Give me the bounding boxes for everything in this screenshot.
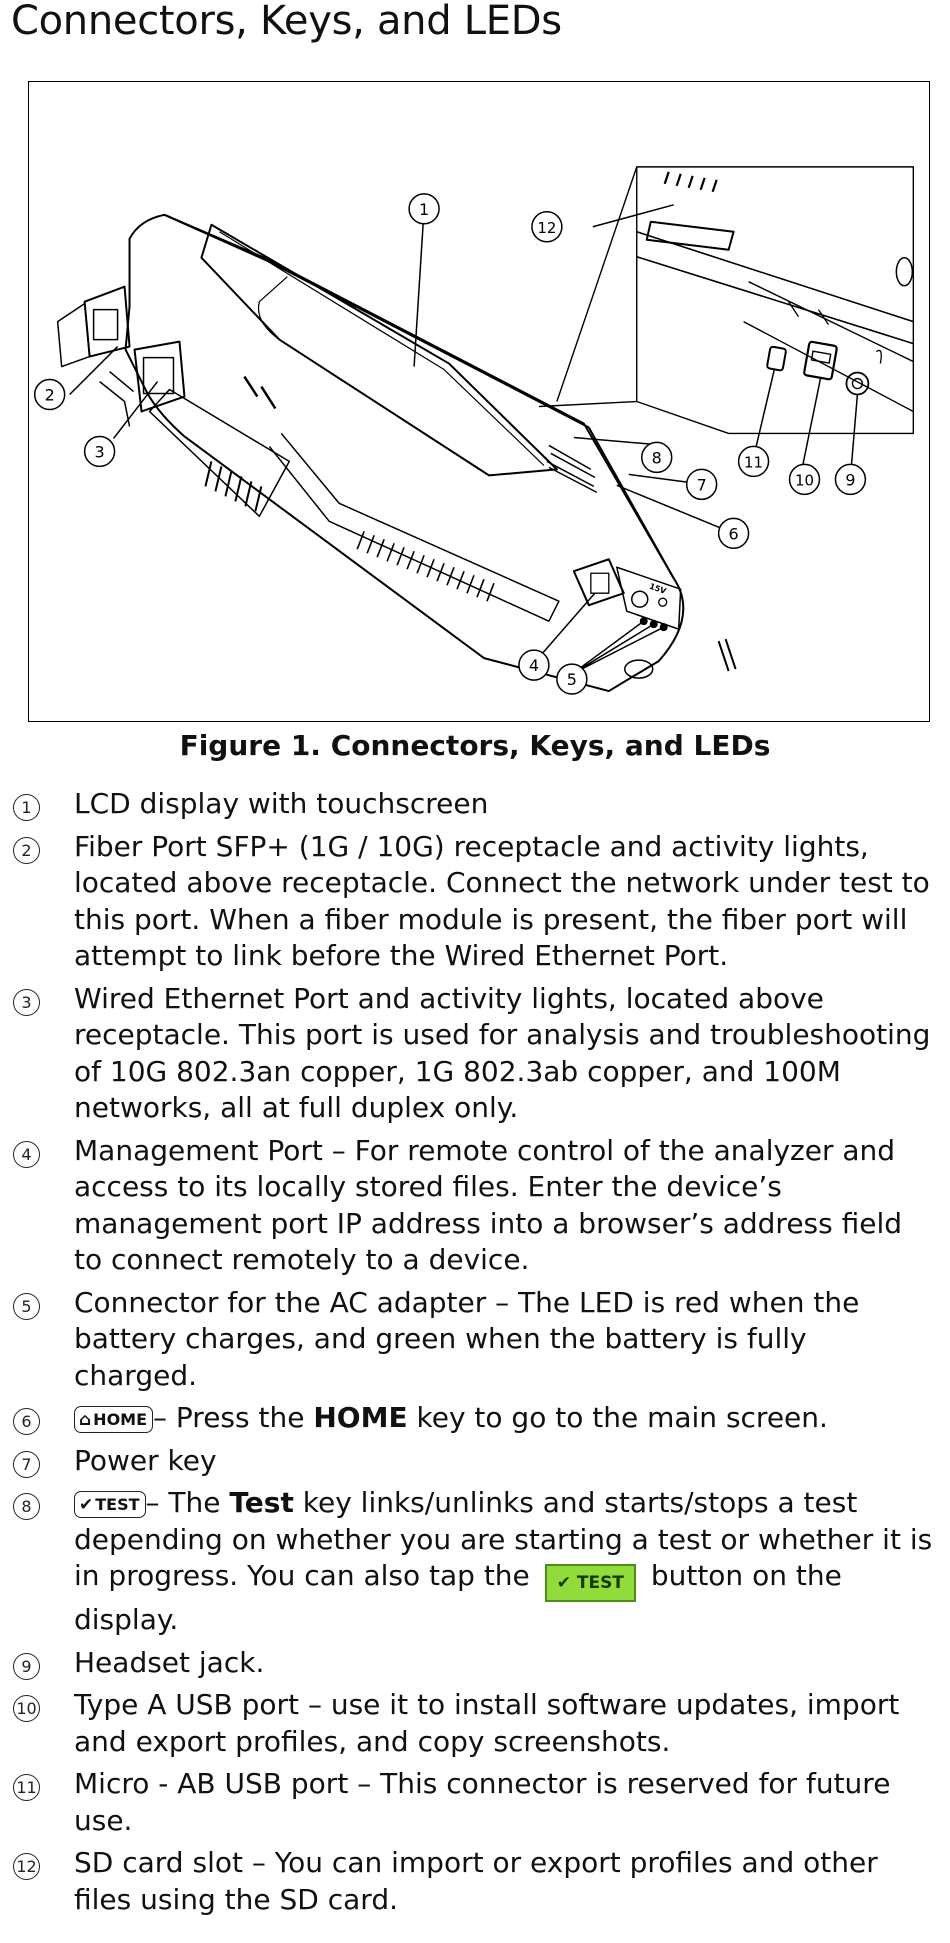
test-key-label: TEST (95, 1495, 140, 1514)
callout-6 (719, 518, 749, 548)
legend-item-6 (0, 1400, 950, 1437)
item-text-pre: – Press the (153, 1401, 314, 1434)
item-description: Fiber Port SFP+ (1G / 10G) receptacle and activity lights, located above receptacle. Connect the network under test to this port. When a fiber module is present, the fiber port will attempt to link before the Wired Ethernet Port. (74, 829, 930, 972)
callout-7 (687, 469, 717, 499)
sd-card-slot (647, 222, 734, 250)
callout-8 (642, 442, 672, 472)
callout-12 (532, 212, 562, 242)
item-number: 7 (13, 1451, 40, 1478)
power-key (549, 445, 595, 477)
svg-text:6: 6 (728, 524, 739, 544)
item-text-tail: button on the display. (74, 1559, 842, 1636)
item-description: Headset jack. (74, 1645, 265, 1679)
svg-text:9: 9 (845, 470, 856, 490)
usb-a-port (804, 341, 837, 379)
legend-item-11 (0, 1766, 950, 1839)
figure-caption: Figure 1. Connectors, Keys, and LEDs (179, 729, 771, 762)
callout-9 (835, 464, 865, 494)
svg-text:1: 1 (419, 199, 430, 219)
item-description: Power key (74, 1443, 217, 1477)
fiber-port (85, 287, 130, 357)
home-key-chip (74, 1406, 153, 1433)
svg-text:4: 4 (528, 656, 539, 676)
svg-text:2: 2 (44, 385, 55, 405)
item-description: SD card slot – You can import or export profiles and other files using the SD card. (74, 1846, 878, 1916)
item-description: Micro - AB USB port – This connector is reserved for future use. (74, 1767, 891, 1837)
svg-text:8: 8 (651, 448, 662, 468)
check-icon: ✔ (79, 1495, 94, 1515)
svg-text:12: 12 (537, 218, 557, 237)
test-key-chip (74, 1491, 146, 1518)
ac-adapter-jack (632, 591, 648, 607)
item-number: 6 (13, 1408, 40, 1435)
callout-1 (409, 194, 439, 224)
legend-item-8 (0, 1485, 950, 1639)
item-number: 8 (13, 1493, 40, 1520)
item-description: LCD display with touchscreen (74, 787, 489, 820)
item-text-post: key links/unlinks and starts/stops a test depending on whether you are starting a test or whether it is in progress. You can also tap the (74, 1486, 933, 1592)
item-description (74, 1400, 938, 1437)
item-description (74, 1485, 938, 1639)
item-number: 3 (13, 989, 40, 1016)
device-body (126, 215, 684, 691)
item-number: 10 (13, 1695, 40, 1722)
check-icon: ✔ (556, 1573, 577, 1593)
item-description: Connector for the AC adapter – The LED is red when the battery charges, and green when the battery is fully charged. (74, 1285, 860, 1392)
item-number: 9 (13, 1653, 40, 1680)
device-figure (28, 81, 930, 722)
svg-text:3: 3 (94, 442, 105, 462)
item-number: 5 (13, 1293, 40, 1320)
home-icon: ⌂ (79, 1410, 92, 1430)
callout-3 (85, 436, 115, 466)
item-number: 12 (13, 1853, 40, 1880)
legend-item-9 (0, 1645, 950, 1682)
legend-item-7 (0, 1443, 950, 1480)
legend-item-12 (0, 1845, 950, 1918)
item-description: Wired Ethernet Port and activity lights, located above receptacle. This port is used for analysis and troubleshooting of 10G 802.3an copper, 1G 802.3ab copper, and 100M networks, all at full duplex only. (74, 981, 931, 1124)
callout-5 (557, 664, 587, 694)
item-description: Type A USB port – use it to install software updates, import and export profiles, and copy screenshots. (74, 1688, 900, 1758)
page-title: Connectors, Keys, and LEDs (11, 0, 562, 44)
callout-4 (519, 650, 549, 680)
management-port (574, 559, 624, 605)
headset-jack (846, 373, 868, 395)
item-number: 1 (13, 794, 40, 821)
svg-text:11: 11 (744, 453, 764, 472)
legend-item-1 (0, 786, 950, 823)
item-number: 2 (13, 837, 40, 864)
item-text-bold: Test (229, 1486, 294, 1519)
test-button-label: TEST (576, 1573, 624, 1593)
svg-text:10: 10 (794, 471, 815, 490)
device-illustration (29, 82, 929, 721)
legend-item-2 (0, 829, 950, 975)
legend-item-5 (0, 1285, 950, 1395)
legend-item-10 (0, 1687, 950, 1760)
item-text-bold: HOME (313, 1401, 408, 1434)
item-number: 4 (13, 1141, 40, 1168)
callout-10 (790, 464, 820, 494)
legend-item-4 (0, 1133, 950, 1279)
item-text-pre: – The (145, 1486, 230, 1519)
voltage-label: 15V (648, 581, 668, 596)
micro-usb-port (767, 346, 787, 370)
item-number: 11 (13, 1774, 40, 1801)
legend-item-3 (0, 981, 950, 1127)
legend-list (0, 786, 950, 1924)
test-button (545, 1564, 636, 1602)
svg-text:5: 5 (566, 670, 577, 690)
item-text-post: key to go to the main screen. (407, 1401, 828, 1434)
svg-text:7: 7 (696, 475, 707, 495)
callout-2 (35, 380, 65, 410)
home-key (547, 461, 597, 492)
item-description: Management Port – For remote control of the analyzer and access to its locally stored files. Enter the device’s management port IP address into a browser’s address field to connect remotely to a device. (74, 1133, 903, 1276)
lcd-screen (201, 225, 556, 476)
home-key-label: HOME (93, 1410, 148, 1429)
callout-11 (739, 446, 769, 476)
